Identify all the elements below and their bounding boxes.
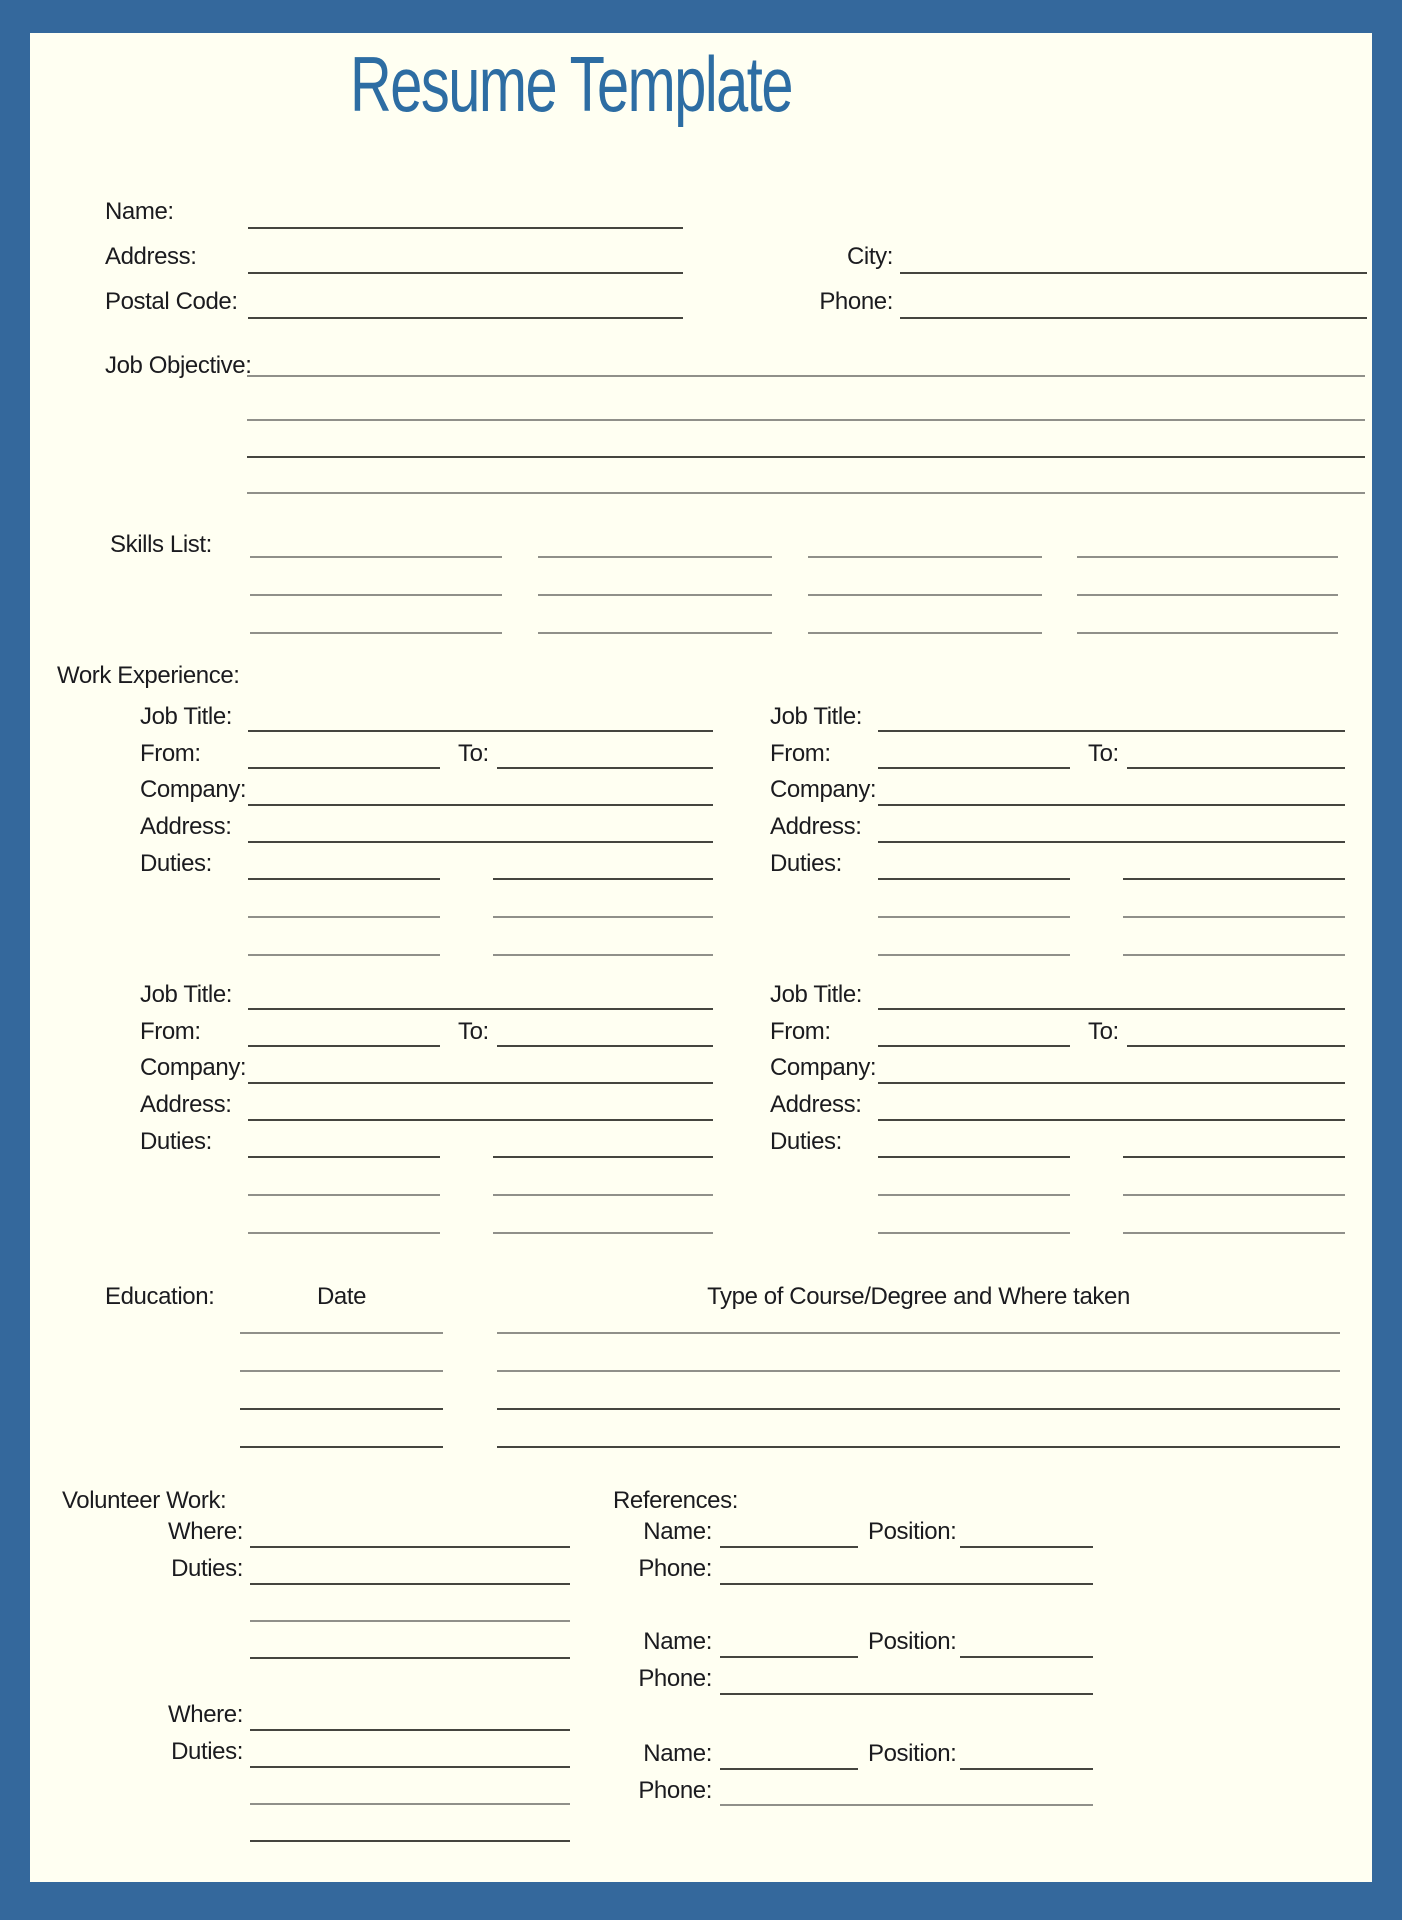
postal-code-line[interactable] <box>248 317 683 319</box>
ref-position-label: Position: <box>868 1518 957 1545</box>
name-line[interactable] <box>248 227 683 229</box>
address-line[interactable] <box>248 272 683 274</box>
skills-line[interactable] <box>808 594 1042 596</box>
address-line[interactable] <box>878 1119 1345 1121</box>
duties-label: Duties: <box>171 1738 243 1765</box>
to-line[interactable] <box>1127 767 1345 769</box>
to-label: To: <box>458 740 489 767</box>
from-line[interactable] <box>878 767 1070 769</box>
ref-position-label: Position: <box>868 1740 957 1767</box>
where-label: Where: <box>168 1701 243 1728</box>
education-date-line[interactable] <box>240 1370 443 1372</box>
work-experience-label: Work Experience: <box>57 662 240 689</box>
duties-label: Duties: <box>140 850 212 877</box>
ref-position-line[interactable] <box>960 1656 1093 1658</box>
skills-line[interactable] <box>808 556 1042 558</box>
address-label: Address: <box>140 1091 232 1118</box>
ref-phone-label: Phone: <box>638 1777 712 1804</box>
job-objective-label: Job Objective: <box>105 352 252 379</box>
phone-label: Phone: <box>819 288 893 315</box>
address-label: Address: <box>770 813 862 840</box>
duties-line[interactable] <box>250 1803 570 1805</box>
references-label: References: <box>613 1487 738 1514</box>
to-line[interactable] <box>497 1045 713 1047</box>
duties-line[interactable] <box>878 1194 1070 1196</box>
duties-line[interactable] <box>248 1194 440 1196</box>
duties-line[interactable] <box>250 1583 570 1585</box>
company-line[interactable] <box>248 804 713 806</box>
education-course-line[interactable] <box>497 1332 1340 1334</box>
job-title-line[interactable] <box>248 1008 713 1010</box>
ref-phone-line[interactable] <box>720 1693 1093 1695</box>
duties-line[interactable] <box>878 916 1070 918</box>
company-line[interactable] <box>248 1082 713 1084</box>
duties-line[interactable] <box>1123 878 1345 880</box>
skills-line[interactable] <box>1077 594 1338 596</box>
duties-label: Duties: <box>140 1128 212 1155</box>
education-course-line[interactable] <box>497 1446 1340 1448</box>
job-title-label: Job Title: <box>770 981 863 1008</box>
duties-line[interactable] <box>248 1156 440 1158</box>
duties-label: Duties: <box>770 850 842 877</box>
skills-line[interactable] <box>1077 632 1338 634</box>
ref-phone-label: Phone: <box>638 1665 712 1692</box>
duties-line[interactable] <box>878 954 1070 956</box>
from-label: From: <box>140 740 201 767</box>
to-label: To: <box>1088 1018 1119 1045</box>
job-objective-line[interactable] <box>247 375 1365 377</box>
duties-line[interactable] <box>493 878 713 880</box>
duties-line[interactable] <box>1123 1156 1345 1158</box>
education-date-line[interactable] <box>240 1446 443 1448</box>
duties-line[interactable] <box>250 1657 570 1659</box>
where-line[interactable] <box>250 1546 570 1548</box>
duties-line[interactable] <box>248 878 440 880</box>
duties-line[interactable] <box>493 1194 713 1196</box>
duties-label: Duties: <box>171 1555 243 1582</box>
duties-line[interactable] <box>1123 954 1345 956</box>
skills-line[interactable] <box>250 594 502 596</box>
duties-line[interactable] <box>878 1156 1070 1158</box>
job-title-line[interactable] <box>248 730 713 732</box>
company-line[interactable] <box>878 804 1345 806</box>
skills-list-label: Skills List: <box>110 531 212 558</box>
ref-phone-line[interactable] <box>720 1583 1093 1585</box>
duties-line[interactable] <box>1123 1232 1345 1234</box>
from-label: From: <box>770 1018 831 1045</box>
education-course-degree-header: Type of Course/Degree and Where taken <box>707 1283 1130 1310</box>
from-line[interactable] <box>248 1045 440 1047</box>
ref-position-label: Position: <box>868 1628 957 1655</box>
duties-line[interactable] <box>1123 916 1345 918</box>
city-line[interactable] <box>900 272 1367 274</box>
duties-line[interactable] <box>878 1232 1070 1234</box>
company-label: Company: <box>140 776 247 803</box>
address-line[interactable] <box>248 841 713 843</box>
skills-line[interactable] <box>1077 556 1338 558</box>
ref-name-line[interactable] <box>720 1656 858 1658</box>
address-label: Address: <box>140 813 232 840</box>
ref-name-label: Name: <box>643 1518 712 1545</box>
duties-line[interactable] <box>248 1232 440 1234</box>
education-date-line[interactable] <box>240 1332 443 1334</box>
duties-line[interactable] <box>493 916 713 918</box>
duties-line[interactable] <box>250 1620 570 1622</box>
skills-line[interactable] <box>538 632 772 634</box>
skills-line[interactable] <box>538 594 772 596</box>
ref-phone-label: Phone: <box>638 1555 712 1582</box>
skills-line[interactable] <box>538 556 772 558</box>
duties-line[interactable] <box>250 1840 570 1842</box>
job-title-label: Job Title: <box>770 703 863 730</box>
where-line[interactable] <box>250 1729 570 1731</box>
ref-phone-line[interactable] <box>720 1804 1093 1806</box>
job-objective-line[interactable] <box>247 456 1365 458</box>
education-course-line[interactable] <box>497 1370 1340 1372</box>
ref-name-label: Name: <box>643 1628 712 1655</box>
company-label: Company: <box>770 1054 877 1081</box>
duties-line[interactable] <box>248 954 440 956</box>
duties-line[interactable] <box>1123 1194 1345 1196</box>
job-title-line[interactable] <box>878 1008 1345 1010</box>
name-label: Name: <box>105 198 174 225</box>
duties-line[interactable] <box>248 916 440 918</box>
ref-name-line[interactable] <box>720 1768 858 1770</box>
duties-line[interactable] <box>493 1156 713 1158</box>
from-line[interactable] <box>878 1045 1070 1047</box>
postal-code-label: Postal Code: <box>105 288 238 315</box>
skills-line[interactable] <box>808 632 1042 634</box>
job-title-label: Job Title: <box>140 981 233 1008</box>
job-objective-line[interactable] <box>247 419 1365 421</box>
skills-line[interactable] <box>250 632 502 634</box>
duties-line[interactable] <box>250 1766 570 1768</box>
from-label: From: <box>770 740 831 767</box>
company-line[interactable] <box>878 1082 1345 1084</box>
ref-name-label: Name: <box>643 1740 712 1767</box>
to-label: To: <box>458 1018 489 1045</box>
to-line[interactable] <box>497 767 713 769</box>
education-label: Education: <box>105 1283 215 1310</box>
job-objective-line[interactable] <box>247 492 1365 494</box>
address-line[interactable] <box>878 841 1345 843</box>
ref-name-line[interactable] <box>720 1546 858 1548</box>
ref-position-line[interactable] <box>960 1546 1093 1548</box>
address-label: Address: <box>105 243 197 270</box>
duties-line[interactable] <box>493 1232 713 1234</box>
duties-label: Duties: <box>770 1128 842 1155</box>
company-label: Company: <box>770 776 877 803</box>
address-label: Address: <box>770 1091 862 1118</box>
ref-position-line[interactable] <box>960 1768 1093 1770</box>
where-label: Where: <box>168 1518 243 1545</box>
education-date-line[interactable] <box>240 1408 443 1410</box>
city-label: City: <box>846 243 893 270</box>
job-title-label: Job Title: <box>140 703 233 730</box>
address-line[interactable] <box>248 1119 713 1121</box>
page-title: Resume Template <box>350 40 792 128</box>
education-date-header: Date <box>316 1283 367 1310</box>
skills-line[interactable] <box>250 556 502 558</box>
duties-line[interactable] <box>878 878 1070 880</box>
duties-line[interactable] <box>493 954 713 956</box>
to-line[interactable] <box>1127 1045 1345 1047</box>
volunteer-work-label: Volunteer Work: <box>62 1487 227 1514</box>
phone-line[interactable] <box>900 317 1367 319</box>
job-title-line[interactable] <box>878 730 1345 732</box>
to-label: To: <box>1088 740 1119 767</box>
from-line[interactable] <box>248 767 440 769</box>
from-label: From: <box>140 1018 201 1045</box>
education-course-line[interactable] <box>497 1408 1340 1410</box>
company-label: Company: <box>140 1054 247 1081</box>
